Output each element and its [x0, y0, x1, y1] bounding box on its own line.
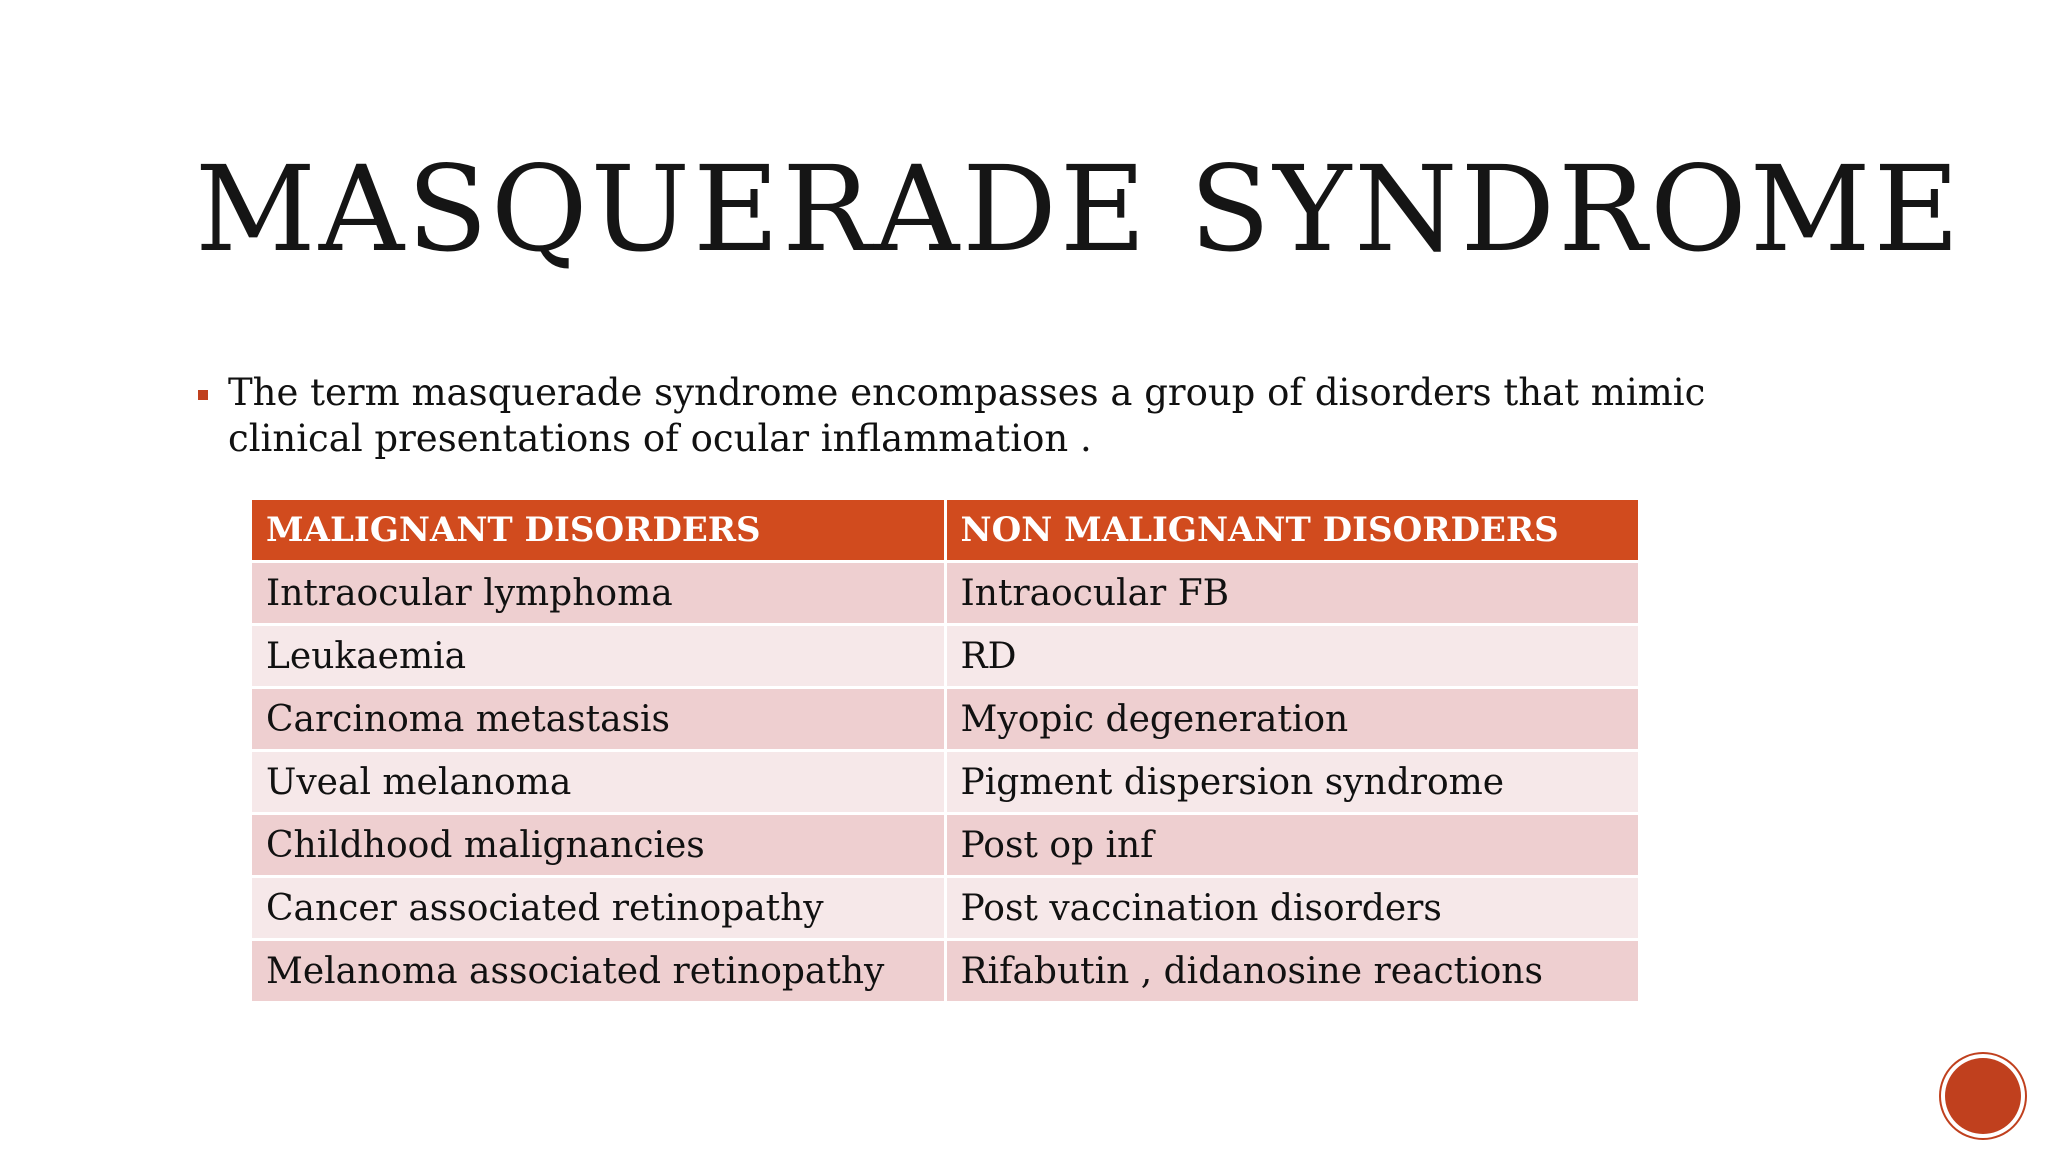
- table-row: [252, 625, 1638, 688]
- header-non-malignant: NON MALIGNANT DISORDERS: [945, 500, 1638, 562]
- header-malignant: MALIGNANT DISORDERS: [252, 500, 945, 562]
- table-header-row: [252, 500, 1638, 562]
- table-row: [252, 940, 1638, 1003]
- table-cell: Childhood malignancies: [252, 814, 945, 877]
- square-bullet-icon: [198, 390, 208, 400]
- bullet-text: The term masquerade syndrome encompasses a group of disorders that mimic clinical presentations of ocular inflammation .: [228, 371, 1706, 460]
- table-cell: Cancer associated retinopathy: [252, 877, 945, 940]
- circle-button-icon[interactable]: [1945, 1058, 2021, 1134]
- table-cell: Post vaccination disorders: [945, 877, 1638, 940]
- table-cell: Intraocular lymphoma: [252, 562, 945, 625]
- table-row: [252, 814, 1638, 877]
- table-cell: Melanoma associated retinopathy: [252, 940, 945, 1003]
- table-row: [252, 688, 1638, 751]
- table-cell: Rifabutin , didanosine reactions: [945, 940, 1638, 1003]
- table-cell: Pigment dispersion syndrome: [945, 751, 1638, 814]
- table-cell: Uveal melanoma: [252, 751, 945, 814]
- table-row: [252, 562, 1638, 625]
- table-cell: Post op inf: [945, 814, 1638, 877]
- table-cell: Intraocular FB: [945, 562, 1638, 625]
- table-cell: Myopic degeneration: [945, 688, 1638, 751]
- table-cell: RD: [945, 625, 1638, 688]
- table-row: [252, 877, 1638, 940]
- bullet-item: [198, 370, 1838, 462]
- table-cell: Leukaemia: [252, 625, 945, 688]
- table-cell: Carcinoma metastasis: [252, 688, 945, 751]
- slide-title: MASQUERADE SYNDROME: [195, 140, 1963, 278]
- disorders-table: [252, 500, 1638, 1004]
- table-row: [252, 751, 1638, 814]
